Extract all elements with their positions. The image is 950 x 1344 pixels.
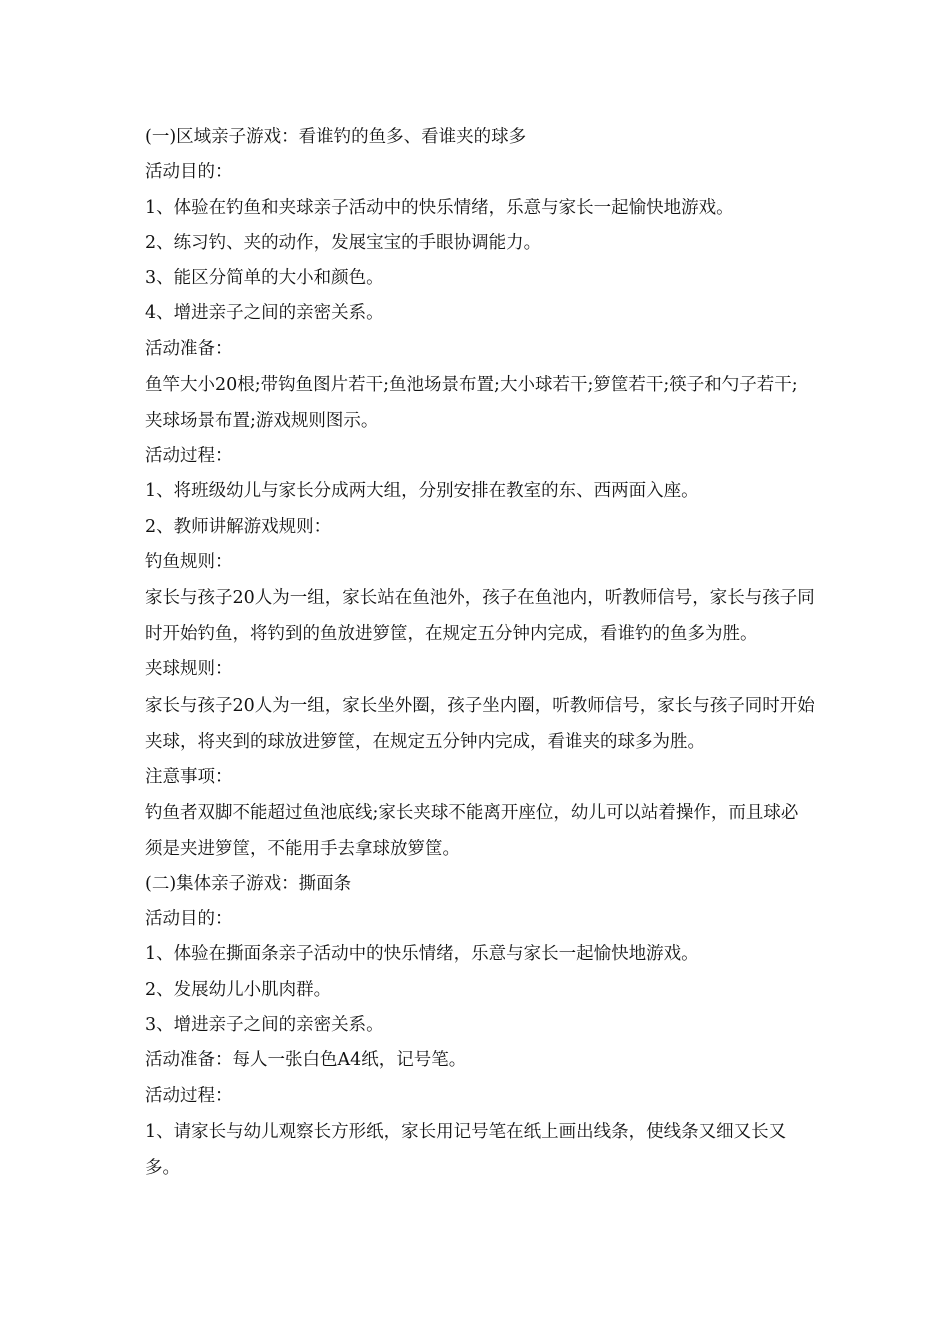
paragraph: 2、发展幼儿小肌肉群。 [145, 979, 332, 1000]
subheading: 夹球规则： [145, 659, 233, 680]
paragraph: 2、教师讲解游戏规则： [145, 516, 332, 537]
paragraph: 4、增进亲子之间的亲密关系。 [145, 303, 384, 324]
paragraph: 钓鱼者双脚不能超过鱼池底线;家长夹球不能离开座位，幼儿可以站着操作，而且球必须是夹进箩筐，不能用手去拿球放箩筐。 [145, 802, 799, 859]
paragraph: 1、体验在撕面条亲子活动中的快乐情绪，乐意与家长一起愉快地游戏。 [145, 944, 699, 965]
section-heading-1: (一)区域亲子游戏：看谁钓的鱼多、看谁夹的球多 [145, 127, 527, 147]
paragraph: 3、增进亲子之间的亲密关系。 [145, 1015, 384, 1036]
paragraph: 家长与孩子20人为一组，家长站在鱼池外，孩子在鱼池内，听教师信号，家长与孩子同时开始钓鱼，将钓到的鱼放进箩筐，在规定五分钟内完成，看谁钓的鱼多为胜。 [145, 588, 815, 645]
paragraph: 1、请家长与幼儿观察长方形纸，家长用记号笔在纸上画出线条，使线条又细又长又多。 [145, 1121, 787, 1178]
document-body [145, 120, 815, 1186]
paragraph: 1、将班级幼儿与家长分成两大组，分别安排在教室的东、西两面入座。 [145, 481, 699, 502]
paragraph: 2、练习钓、夹的动作，发展宝宝的手眼协调能力。 [145, 232, 542, 253]
paragraph: 1、体验在钓鱼和夹球亲子活动中的快乐情绪，乐意与家长一起愉快地游戏。 [145, 197, 734, 218]
subheading: 注意事项： [145, 766, 233, 787]
subheading: 活动目的： [145, 162, 233, 183]
subheading: 活动过程： [145, 446, 233, 467]
paragraph: 家长与孩子20人为一组，家长坐外圈，孩子坐内圈，听教师信号，家长与孩子同时开始夹球，将夹到的球放进箩筐，在规定五分钟内完成，看谁夹的球多为胜。 [145, 695, 815, 752]
subheading: 活动准备： [145, 338, 233, 359]
paragraph: 鱼竿大小20根;带钩鱼图片若干;鱼池场景布置;大小球若干;箩筐若干;筷子和勺子若干;夹球场景布置;游戏规则图示。 [145, 375, 798, 432]
subheading: 活动目的： [145, 909, 233, 930]
section-heading-2: (二)集体亲子游戏：撕面条 [145, 873, 352, 894]
paragraph: 活动准备：每人一张白色A4纸，记号笔。 [145, 1050, 467, 1071]
subheading: 活动过程： [145, 1085, 233, 1106]
subheading: 钓鱼规则： [145, 551, 233, 572]
paragraph: 3、能区分简单的大小和颜色。 [145, 268, 384, 289]
